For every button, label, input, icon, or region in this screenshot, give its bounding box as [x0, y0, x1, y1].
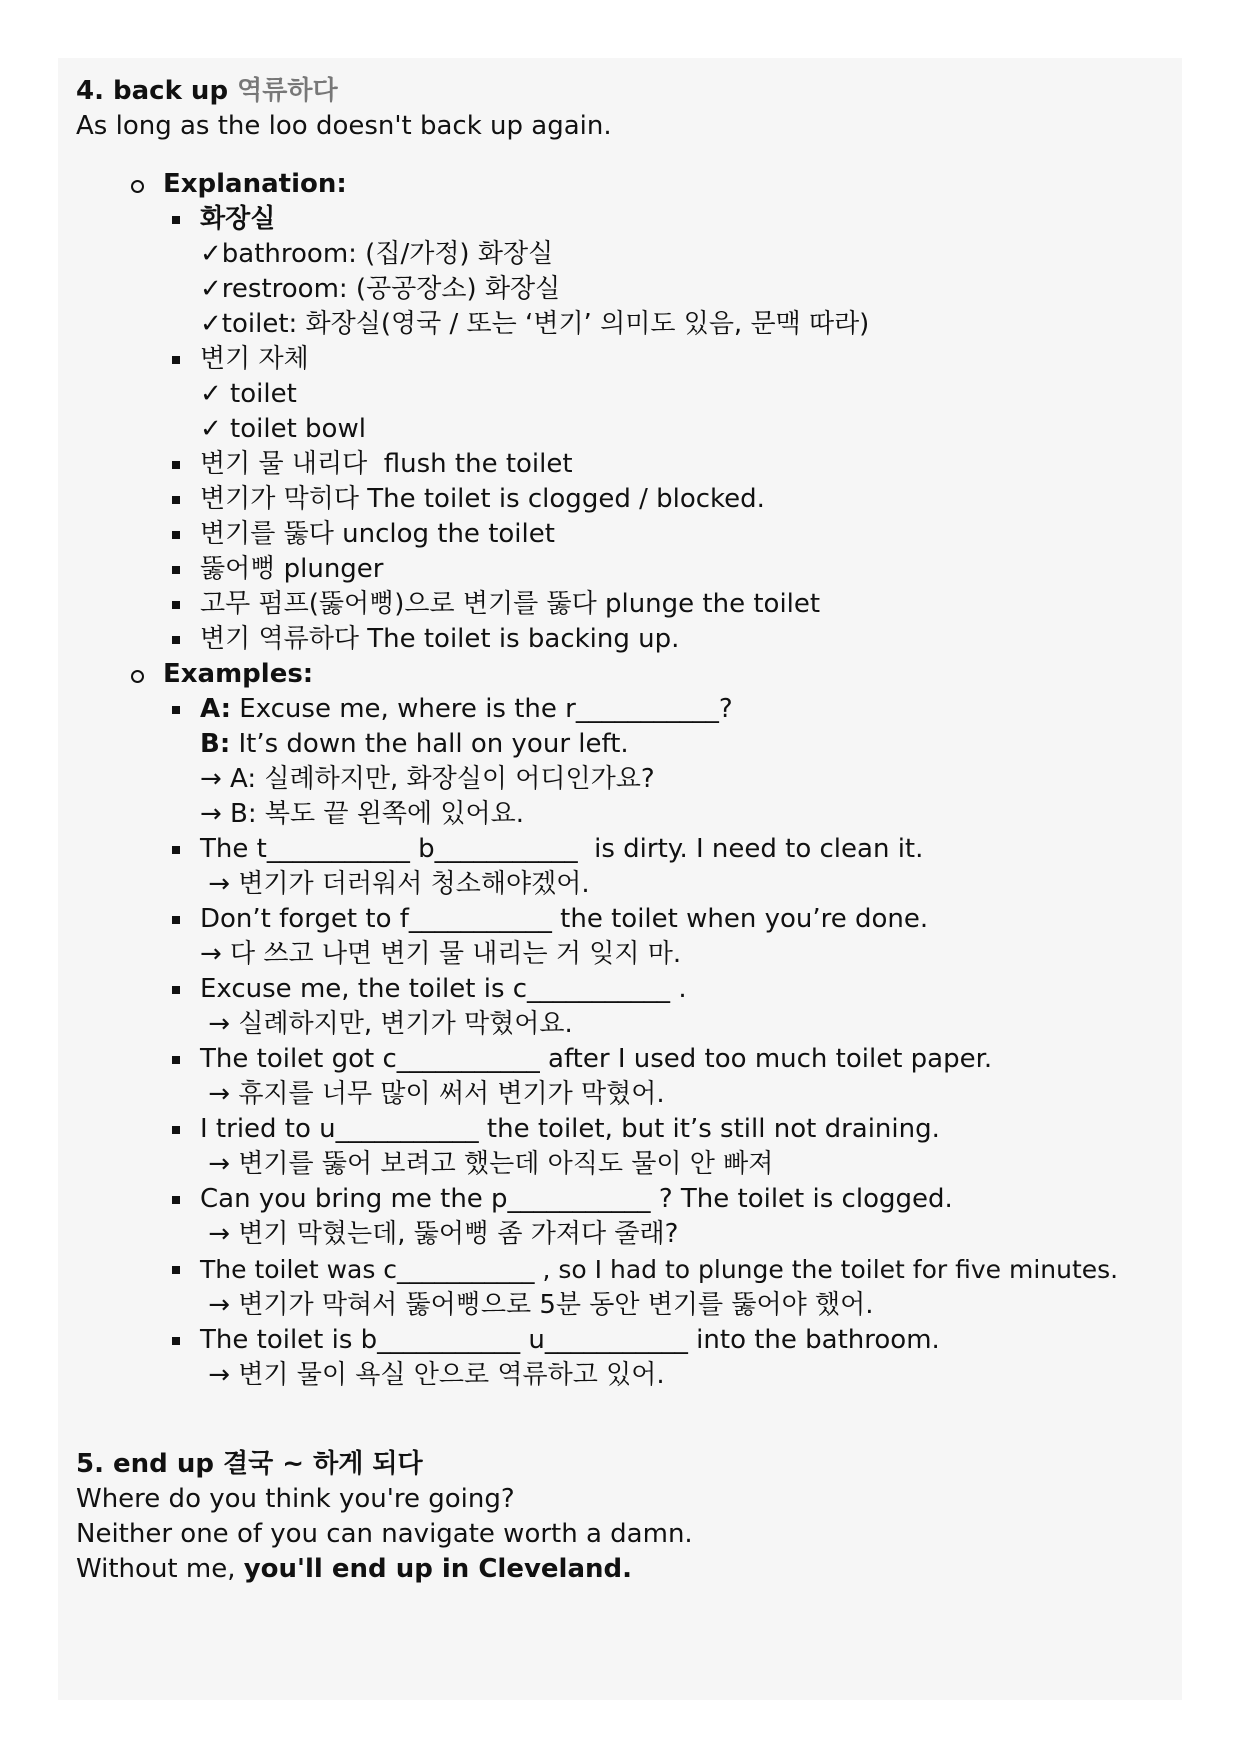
section-4-heading [76, 74, 1176, 109]
hollow-bullet-icon [131, 670, 144, 683]
translation-line: → 변기가 막혀서 뚫어뻥으로 5분 동안 변기를 뚫어야 했어. [200, 1290, 874, 1320]
restroom-line: ✓toilet: 화장실(영국 / 또는 ‘변기’ 의미도 있음, 문맥 따라) [200, 309, 870, 339]
section-5-line-plain: Without me, [76, 1554, 244, 1584]
vocab-text: 변기가 막히다 The toilet is clogged / blocked. [200, 484, 765, 514]
square-bullet-icon [172, 566, 180, 574]
square-bullet-icon [172, 706, 180, 714]
restroom-item [76, 202, 1176, 237]
page-sheet [58, 58, 1182, 1700]
section-5-korean: 결국 ~ 하게 되다 [223, 1449, 423, 1479]
square-bullet-icon [172, 531, 180, 539]
translation-line: → 실례하지만, 변기가 막혔어요. [200, 1009, 573, 1039]
vocab-item [76, 622, 1176, 657]
square-bullet-icon [172, 496, 180, 504]
speaker-a-label: A: [200, 694, 232, 724]
translation-line: → 변기가 더러워서 청소해야겠어. [200, 869, 590, 899]
square-bullet-icon [172, 1126, 180, 1134]
square-bullet-icon [172, 461, 180, 469]
translation-line: → A: 실례하지만, 화장실이 어디인가요? [200, 764, 655, 794]
section-5-title: 5. end up [76, 1449, 214, 1479]
example-item [76, 1112, 1176, 1147]
square-bullet-icon [172, 601, 180, 609]
translation-line: → 변기 막혔는데, 뚫어뻥 좀 가져다 줄래? [200, 1219, 679, 1249]
vocab-text: 고무 펌프(뚫어뻥)으로 변기를 뚫다 plunge the toilet [200, 589, 821, 619]
example-item [76, 1182, 1176, 1217]
explanation-label: Explanation: [163, 169, 347, 199]
square-bullet-icon [172, 986, 180, 994]
document-content [76, 74, 1176, 1587]
speaker-b-text: It’s down the hall on your left. [230, 729, 629, 759]
section-5-line: Where do you think you're going? [76, 1484, 515, 1514]
vocab-text: 변기 물 내리다 flush the toilet [200, 449, 573, 479]
example-sentence: Can you bring me the p___________ ? The toilet is clogged. [200, 1184, 953, 1214]
explanation-label-item [76, 167, 1176, 202]
vocab-text: 뚫어뻥 plunger [200, 554, 384, 584]
example-item [76, 692, 1176, 727]
hollow-bullet-icon [131, 180, 144, 193]
speaker-b-line [76, 727, 1176, 762]
example-item [76, 902, 1176, 937]
vocab-item [76, 517, 1176, 552]
square-bullet-icon [172, 1196, 180, 1204]
example-item [76, 1323, 1176, 1358]
example-sentence: The toilet was c___________ , so I had to plunge the toilet for five minutes. [200, 1255, 1119, 1284]
section-5-line [76, 1552, 1176, 1587]
toilet-heading: 변기 자체 [200, 344, 309, 374]
section-4-quote: As long as the loo doesn't back up again. [76, 111, 612, 141]
vocab-text: 변기 역류하다 The toilet is backing up. [200, 624, 680, 654]
vocab-item [76, 587, 1176, 622]
example-item [76, 1042, 1176, 1077]
example-sentence: Excuse me, the toilet is c___________ . [200, 974, 687, 1004]
section-4-title: 4. back up [76, 76, 229, 106]
square-bullet-icon [172, 356, 180, 364]
vocab-item [76, 482, 1176, 517]
square-bullet-icon [172, 846, 180, 854]
section-4-korean: 역류하다 [237, 76, 338, 106]
section-5-line-bold: you'll end up in Cleveland. [243, 1554, 633, 1584]
vocab-item [76, 447, 1176, 482]
example-sentence: The t___________ b___________ is dirty. I need to clean it. [200, 834, 924, 864]
toilet-item [76, 342, 1176, 377]
examples-label: Examples: [163, 659, 314, 689]
vocab-item [76, 552, 1176, 587]
speaker-b-label: B: [200, 729, 231, 759]
square-bullet-icon [172, 1056, 180, 1064]
example-item [76, 972, 1176, 1007]
translation-line: → B: 복도 끝 왼쪽에 있어요. [200, 799, 525, 829]
translation-line: → 휴지를 너무 많이 써서 변기가 막혔어. [200, 1079, 665, 1109]
square-bullet-icon [172, 636, 180, 644]
speaker-a-text: Excuse me, where is the r___________? [231, 694, 733, 724]
section-5-line: Neither one of you can navigate worth a damn. [76, 1519, 693, 1549]
square-bullet-icon [172, 1337, 180, 1345]
toilet-line: ✓ toilet bowl [200, 414, 366, 444]
square-bullet-icon [172, 1266, 180, 1274]
vocab-text: 변기를 뚫다 unclog the toilet [200, 519, 555, 549]
section-5-heading [76, 1447, 1176, 1482]
translation-line: → 다 쓰고 나면 변기 물 내리는 거 잊지 마. [200, 939, 682, 969]
examples-label-item [76, 657, 1176, 692]
example-sentence: I tried to u___________ the toilet, but it’s still not draining. [200, 1114, 940, 1144]
restroom-line: ✓restroom: (공공장소) 화장실 [200, 274, 561, 304]
square-bullet-icon [172, 916, 180, 924]
example-sentence: The toilet is b___________ u___________ into the bathroom. [200, 1325, 940, 1355]
restroom-line: ✓bathroom: (집/가정) 화장실 [200, 239, 554, 269]
translation-line: → 변기를 뚫어 보려고 했는데 아직도 물이 안 빠져 [200, 1149, 774, 1179]
square-bullet-icon [172, 216, 180, 224]
translation-line: → 변기 물이 욕실 안으로 역류하고 있어. [200, 1360, 665, 1390]
example-item [76, 832, 1176, 867]
example-sentence: Don’t forget to f___________ the toilet when you’re done. [200, 904, 929, 934]
example-sentence: The toilet got c___________ after I used too much toilet paper. [200, 1044, 993, 1074]
example-item [76, 1252, 1176, 1288]
restroom-heading: 화장실 [200, 204, 276, 234]
toilet-line: ✓ toilet [200, 379, 297, 409]
